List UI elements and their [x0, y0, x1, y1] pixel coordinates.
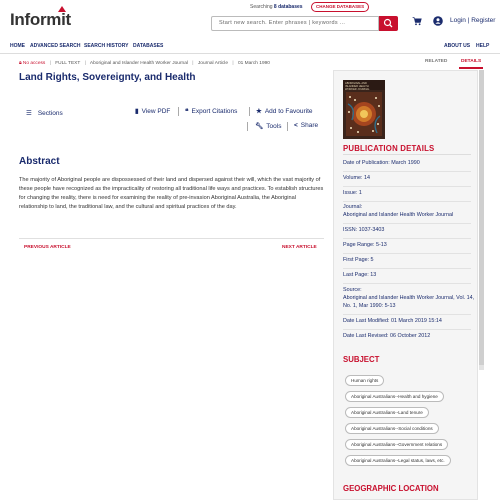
search-button[interactable]	[379, 16, 398, 31]
no-access-label: No access	[22, 61, 46, 66]
volume: Volume: 14	[343, 175, 370, 181]
subject-tag[interactable]: Aboriginal Australians--Legal status, laws, etc.	[345, 455, 451, 466]
divider	[343, 171, 471, 172]
divider	[343, 283, 471, 284]
tools-button[interactable]	[255, 122, 281, 130]
login-register-link[interactable]: Login | Register	[450, 17, 496, 24]
first-page: First Page: 5	[343, 257, 374, 263]
tab-details[interactable]: DETAILS	[461, 59, 482, 64]
pdf-icon: ▮	[135, 108, 139, 115]
user-icon[interactable]	[433, 16, 443, 26]
subject-tag[interactable]: Aboriginal Australians--Government relations	[345, 439, 448, 450]
add-favourite-button[interactable]	[256, 107, 313, 115]
subject-heading: SUBJECT	[343, 355, 380, 364]
active-tab-indicator	[459, 67, 483, 69]
separator: |	[192, 61, 194, 66]
divider	[343, 253, 471, 254]
divider	[343, 223, 471, 224]
tab-related[interactable]: RELATED	[425, 59, 448, 64]
search-input[interactable]: Start new search. Enter phrases | keywords ...	[211, 16, 379, 31]
informit-logo[interactable]	[10, 10, 71, 30]
geographic-location-heading: GEOGRAPHIC LOCATION	[343, 484, 439, 493]
date-last-modified: Date Last Modified: 01 March 2019 15:14	[343, 318, 442, 324]
view-pdf-label: View PDF	[141, 108, 171, 115]
article-title: Land Rights, Sovereignty, and Health	[19, 72, 196, 83]
cart-icon[interactable]	[412, 16, 422, 26]
divider	[343, 329, 471, 330]
separator: |	[84, 61, 86, 66]
cover-title: ABORIGINAL AND ISLANDER HEALTH WORKER JOURNAL	[345, 82, 370, 91]
divider	[247, 122, 248, 131]
databases-count[interactable]: 8 databases	[273, 4, 303, 10]
previous-article-link[interactable]: PREVIOUS ARTICLE	[24, 245, 71, 250]
nav-about-us[interactable]: ABOUT US	[444, 43, 471, 49]
journal-cover-image	[343, 80, 385, 139]
search-icon	[379, 16, 398, 31]
source-text: Aboriginal and Islander Health Worker Journal, Vol. 14, No. 1, Mar 1990: 5-13	[343, 295, 475, 309]
separator: |	[232, 61, 234, 66]
date-last-revised: Date Last Revised: 06 October 2012	[343, 333, 431, 339]
share-label: Share	[300, 122, 319, 129]
divider	[19, 238, 324, 239]
journal-label: Journal:	[343, 204, 363, 210]
lock-icon: 🔒︎	[19, 61, 22, 66]
no-access-badge	[19, 61, 45, 66]
subject-tag[interactable]: Aboriginal Australians--Social conditions	[345, 423, 439, 434]
breadcrumb-type: Journal Article	[197, 61, 229, 66]
favourite-label: Add to Favourite	[264, 108, 313, 115]
logo-accent-icon	[58, 6, 66, 12]
breadcrumb	[19, 60, 270, 66]
issn: ISSN: 1037-3403	[343, 227, 385, 233]
divider	[343, 186, 471, 187]
view-pdf-button[interactable]	[135, 107, 170, 115]
list-icon: ☰	[26, 110, 32, 117]
divider	[343, 201, 471, 202]
page-range: Page Range: 5-13	[343, 242, 387, 248]
full-text-label: FULL TEXT	[55, 61, 81, 66]
nav-advanced-search[interactable]: ADVANCED SEARCH	[30, 43, 81, 49]
change-databases-button[interactable]: CHANGE DATABASES	[311, 2, 369, 12]
header	[0, 0, 500, 38]
next-article-link[interactable]: NEXT ARTICLE	[282, 245, 317, 250]
wrench-icon: 🔧︎	[255, 123, 264, 130]
source-label: Source:	[343, 287, 362, 293]
journal-name[interactable]: Aboriginal and Islander Health Worker Journal	[343, 212, 454, 218]
tools-label: Tools	[266, 123, 282, 130]
abstract-heading: Abstract	[19, 156, 60, 167]
nav-databases[interactable]: DATABASES	[133, 43, 164, 49]
share-icon: <	[294, 122, 298, 129]
export-label: Export Citations	[191, 108, 238, 115]
scrollbar-thumb[interactable]	[479, 70, 484, 365]
last-page: Last Page: 13	[343, 272, 377, 278]
subject-tag[interactable]: Aboriginal Australians--Health and hygiene	[345, 391, 444, 402]
nav-help[interactable]: HELP	[476, 43, 490, 49]
nav-search-history[interactable]: SEARCH HISTORY	[84, 43, 129, 49]
divider	[343, 154, 471, 155]
divider	[178, 107, 179, 116]
main-nav	[0, 38, 500, 54]
date-of-publication: Date of Publication: March 1990	[343, 160, 420, 166]
quote-icon: ❝	[185, 108, 189, 115]
divider	[287, 122, 288, 131]
share-button[interactable]	[294, 122, 318, 129]
publication-details-heading: PUBLICATION DETAILS	[343, 144, 435, 153]
searching-label	[250, 4, 303, 10]
sections-button[interactable]	[26, 109, 63, 117]
divider	[343, 314, 471, 315]
export-citations-button[interactable]	[185, 107, 237, 115]
searching-prefix: Searching	[250, 4, 273, 10]
logo-text: Informit	[10, 10, 71, 29]
breadcrumb-journal[interactable]: Aboriginal and Islander Health Worker Journal	[89, 61, 188, 66]
sections-label: Sections	[37, 110, 63, 117]
nav-home[interactable]: HOME	[10, 43, 25, 49]
divider	[343, 238, 471, 239]
divider	[343, 268, 471, 269]
divider	[249, 107, 250, 116]
subject-tag[interactable]: Human rights	[345, 375, 384, 386]
issue: Issue: 1	[343, 190, 362, 196]
subject-tag[interactable]: Aboriginal Australians--Land tenure	[345, 407, 429, 418]
star-icon: ★	[256, 108, 262, 115]
breadcrumb-date: 01 March 1990	[237, 61, 270, 66]
separator: |	[49, 61, 51, 66]
cover-art	[346, 92, 382, 136]
abstract-text: The majority of Aboriginal people are dispossessed of their land and dispersed against their will, which the vast majority of these people have recognized as the impracticality of restoring all traditional life ways and practices. To establish structures for changing the reality, there is need for examining the reality of pre-invasion Aboriginal Australia, the Aboriginal relationship to land, the traditional law, and the cultural and spiritual practices of the day.	[19, 177, 324, 210]
